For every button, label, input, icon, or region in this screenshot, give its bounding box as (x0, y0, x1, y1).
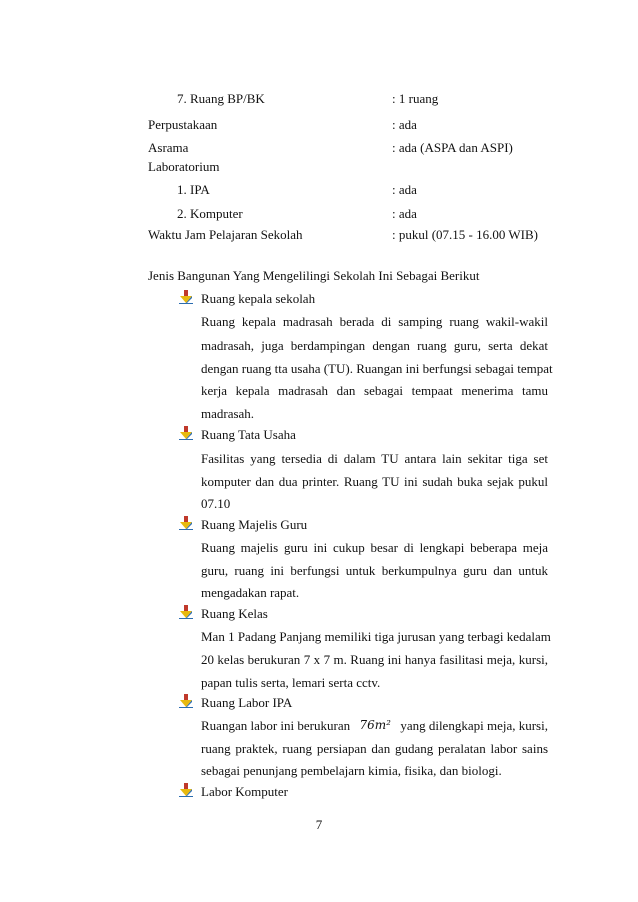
facility-value: : ada (ASPA dan ASPI) (392, 140, 513, 155)
facility-label: Laboratorium (148, 159, 220, 174)
item-line: guru, ruang ini berfungsi untuk berkumpulnya guru dan untuk (201, 563, 548, 578)
facility-label: Perpustakaan (148, 117, 218, 132)
area-formula: 76m² (359, 718, 391, 732)
item-title: Ruang Majelis Guru (201, 517, 308, 532)
item-title: Labor Komputer (201, 784, 289, 799)
page-number: 7 (315, 817, 323, 832)
item-line-part: yang dilengkapi meja, kursi, (400, 718, 548, 733)
facility-value: : ada (392, 117, 417, 132)
facility-value: : ada (392, 206, 417, 221)
facility-value: : ada (392, 182, 417, 197)
item-line: Ruang kepala madrasah berada di samping ruang wakil-wakil (201, 314, 548, 329)
facility-label: Asrama (148, 140, 189, 155)
item-line: madrasah, juga berdampingan dengan ruang guru, serta dekat (201, 338, 548, 353)
item-line: Ruang majelis guru ini cukup besar di lengkapi beberapa meja (201, 540, 548, 555)
item-line: sebagai penunjang pembelajarn kimia, fisika, dan biologi. (201, 763, 502, 778)
item-line: komputer dan dua printer. Ruang TU ini sudah buka sejak pukul (201, 474, 548, 489)
item-line: 07.10 (201, 496, 231, 511)
facility-label: 1. IPA (177, 182, 210, 197)
item-title: Ruang Kelas (201, 606, 268, 621)
arrow-bullet-icon (179, 426, 193, 440)
arrow-bullet-icon (179, 290, 193, 304)
arrow-bullet-icon (179, 694, 193, 708)
item-line-part: Ruangan labor ini berukuran (201, 718, 351, 733)
facility-label: Waktu Jam Pelajaran Sekolah (148, 227, 303, 242)
item-line: Fasilitas yang tersedia di dalam TU antara lain sekitar tiga set (201, 451, 548, 466)
item-line: dengan ruang tta usaha (TU). Ruangan ini berfungsi sebagai tempat (201, 361, 553, 376)
item-title: Ruang kepala sekolah (201, 291, 316, 306)
item-line: papan tulis serta, lemari serta cctv. (201, 675, 381, 690)
facility-value: : pukul (07.15 - 16.00 WIB) (392, 227, 538, 242)
item-line: Man 1 Padang Panjang memiliki tiga jurusan yang terbagi kedalam (201, 629, 551, 644)
facility-value: : 1 ruang (392, 91, 439, 106)
arrow-bullet-icon (179, 516, 193, 530)
item-line (201, 718, 548, 734)
item-line: kerja kepala madrasah dan sebagai tempaat menerima tamu (201, 383, 548, 398)
item-title: Ruang Tata Usaha (201, 427, 296, 442)
arrow-bullet-icon (179, 783, 193, 797)
facility-label: 7. Ruang BP/BK (177, 91, 265, 106)
item-line: madrasah. (201, 406, 255, 421)
item-line: 20 kelas berukuran 7 x 7 m. Ruang ini hanya fasilitasi meja, kursi, (201, 652, 548, 667)
facility-label: 2. Komputer (177, 206, 243, 221)
item-line: mengadakan rapat. (201, 585, 300, 600)
item-line: ruang praktek, ruang persiapan dan gudang peralatan labor sains (201, 741, 548, 756)
section-heading: Jenis Bangunan Yang Mengelilingi Sekolah Ini Sebagai Berikut (148, 268, 480, 283)
item-title: Ruang Labor IPA (201, 695, 293, 710)
arrow-bullet-icon (179, 605, 193, 619)
